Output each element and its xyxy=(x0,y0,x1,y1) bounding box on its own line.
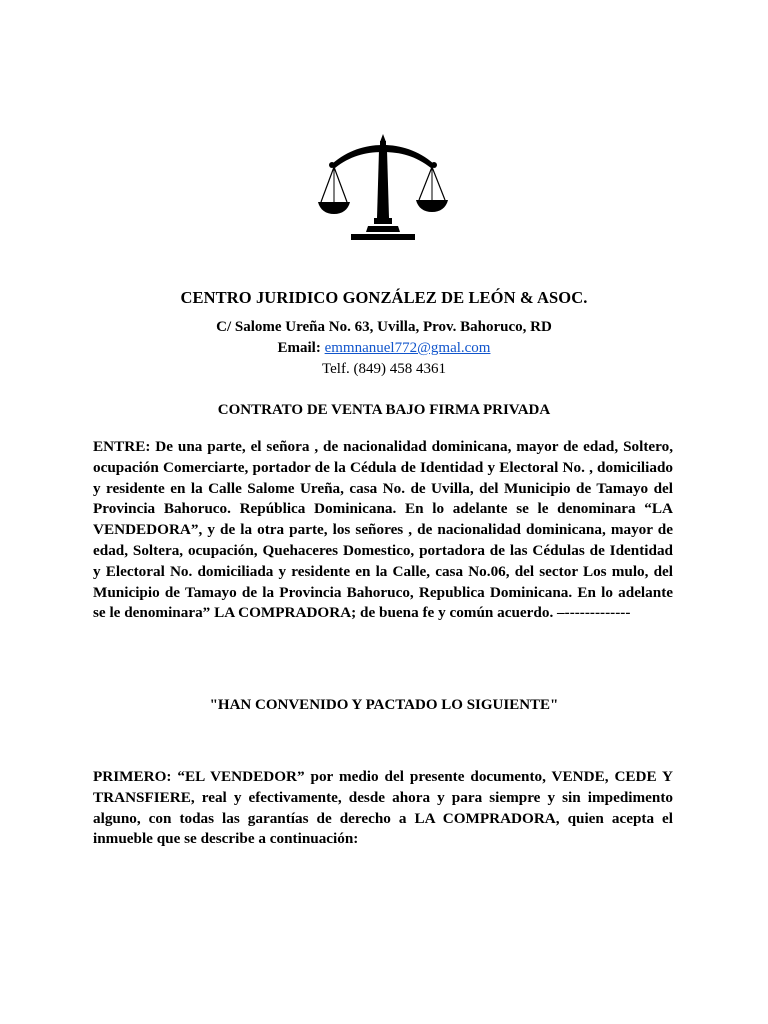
paragraph-entre: ENTRE: De una parte, el señora , de nacionalidad dominicana, mayor de edad, Soltero, ocupación Comerciarte, portador de la Cédula de Identidad y Electoral No. , domiciliado y residente en la Calle Salome Ureña, casa No. de Uvilla, del Municipio de Tamayo del Provincia Bahoruco. República Dominicana. En lo adelante se le denominara “LA VENDEDORA”, y de la otra parte, los señores , de nacionalidad dominicana, mayor de edad, Soltera, ocupación, Quehaceres Domestico, portadora de las Cédulas de Identidad y Electoral No. domiciliada y residente en la Calle, casa No.06, del sector Los mulo, del Municipio de Tamayo de la Provincia Bahoruco, Republica Dominicana. En lo adelante se le denominara” LA COMPRADORA; de buena fe y común acuerdo. –------------- xyxy=(93,438,673,622)
section-title: "HAN CONVENIDO Y PACTADO LO SIGUIENTE" xyxy=(209,697,559,713)
email-link[interactable]: emmnanuel772@gmal.com xyxy=(324,340,491,356)
email-line xyxy=(60,340,708,357)
firm-address: C/ Salome Ureña No. 63, Uvilla, Prov. Bahoruco, RD xyxy=(216,319,552,335)
contract-title: CONTRATO DE VENTA BAJO FIRMA PRIVADA xyxy=(217,402,551,418)
email-label: Email: xyxy=(277,340,321,356)
phone-number: Telf. (849) 458 4361 xyxy=(322,361,446,377)
paragraph-primero: PRIMERO: “EL VENDEDOR” por medio del presente documento, VENDE, CEDE Y TRANSFIERE, real y efectivamente, desde ahora y para siempre y sin impedimento alguno, con todas las garantías de derecho a LA COMPRADORA, quien acepta el inmueble que se describe a continuación: xyxy=(93,768,673,848)
firm-name: CENTRO JURIDICO GONZÁLEZ DE LEÓN & ASOC. xyxy=(180,288,588,307)
scales-of-justice-icon xyxy=(318,132,448,242)
